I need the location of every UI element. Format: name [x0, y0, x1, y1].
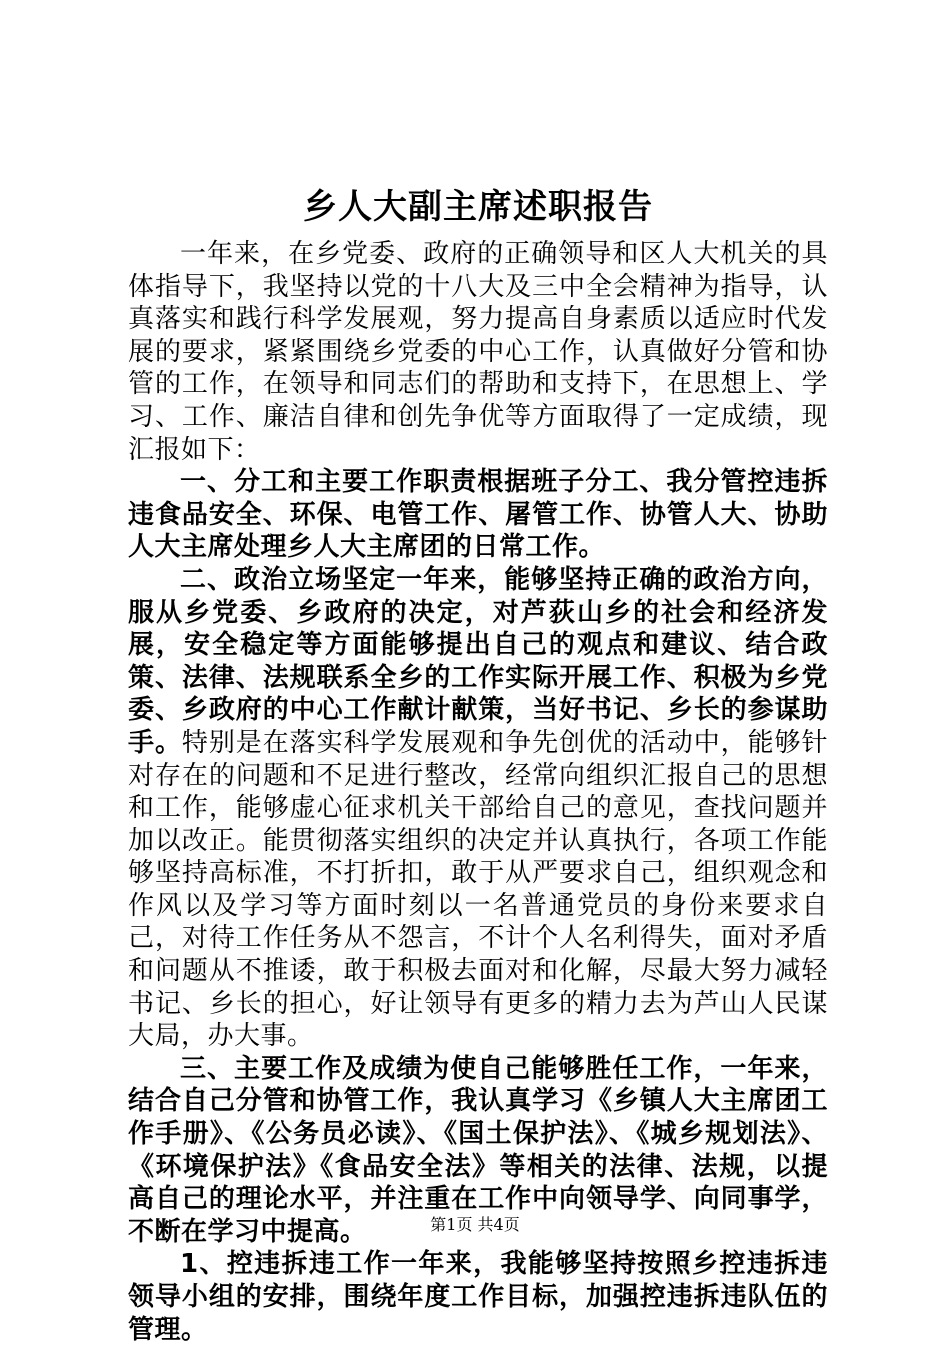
paragraph-section-3: 三、主要工作及成绩为使自己能够胜任工作，一年来，结合自己分管和协管工作，我认真学习《乡镇人大主席团工作手册》、《公务员必读》、《国土保护法》、《城乡规划法》、《环境保护法》《食品安全法》等相关的法律、法规，以提高自己的理论水平，并注重在工作中向领导学、向同事学，不断在学习中提高。: [128, 1053, 828, 1247]
page-footer: 第1页 共4页: [430, 1215, 520, 1234]
paragraph-intro: 一年来，在乡党委、政府的正确领导和区人大机关的具体指导下，我坚持以党的十八大及三中全会精神为指导，认真落实和践行科学发展观，努力提高自身素质以适应时代发展的要求，紧紧围绕乡党委的中心工作，认真做好分管和协管的工作，在领导和同志们的帮助和支持下，在思想上、学习、工作、廉洁自律和创先争优等方面取得了一定成绩，现汇报如下：: [128, 239, 828, 465]
document-title: 乡人大副主席述职报告: [303, 187, 653, 227]
paragraph-item-1: 1、控违拆违工作一年来，我能够坚持按照乡控违拆违领导小组的安排，围绕年度工作目标，加强控违拆违队伍的管理。: [128, 1249, 828, 1345]
document-page: [128, 180, 828, 1346]
paragraph-section-2-block: [128, 564, 828, 1053]
paragraph-section-2-continued: 特别是在落实科学发展观和争先创优的活动中，能够针对存在的问题和不足进行整改，经常向组织汇报自己的思想和工作，能够虚心征求机关干部给自己的意见，查找问题并加以改正。能贯彻落实组织的决定并认真执行，各项工作能够坚持高标准，不打折扣，敢于从严要求自己，组织观念和作风以及学习等方面时刻以一名普通党员的身份来要求自己，对待工作任务从不怨言，不计个人名利得失，面对矛盾和问题从不推诿，敢于积极去面对和化解，尽最大努力减轻书记、乡长的担心，好让领导有更多的精力去为芦山人民谋大局，办大事。: [128, 727, 828, 1052]
paragraph-section-1: 一、分工和主要工作职责根据班子分工、我分管控违拆违食品安全、环保、电管工作、屠管工作、协管人大、协助人大主席处理乡人大主席团的日常工作。: [128, 467, 828, 563]
paragraph-section-2: 二、政治立场坚定一年来，能够坚持正确的政治方向，服从乡党委、乡政府的决定，对芦荻山乡的社会和经济发展，安全稳定等方面能够提出自己的观点和建议、结合政策、法律、法规联系全乡的工作实际开展工作、积极为乡党委、乡政府的中心工作献计献策，当好书记、乡长的参谋助手。: [128, 564, 828, 758]
